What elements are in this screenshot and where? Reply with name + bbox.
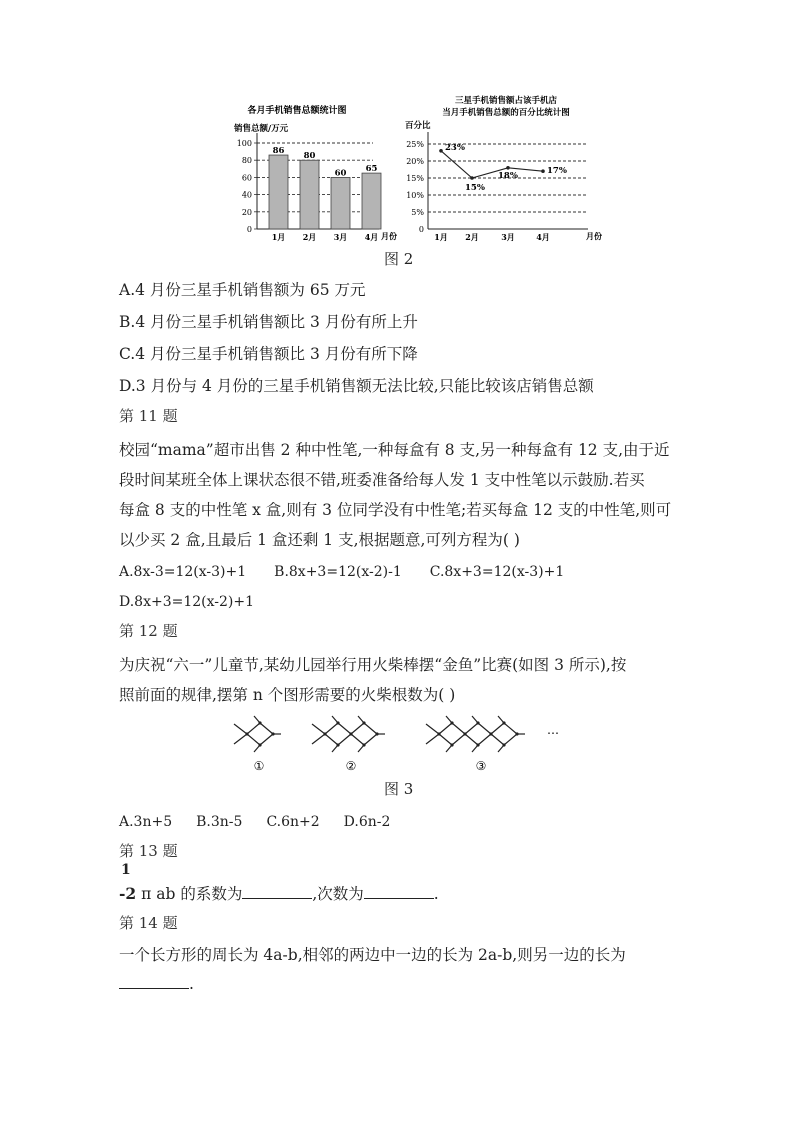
line-point-4月 <box>541 169 545 173</box>
goldfish-figure-1 <box>234 716 281 752</box>
bar-ytick-label: 20 <box>241 207 252 217</box>
q14-line-1: 一个长方形的周长为 4a-b,相邻的两边中一边的长为 2a-b,则另一边的长为 <box>119 946 626 964</box>
matchstick <box>260 723 273 734</box>
bar-xtick-label: 3月 <box>333 232 348 242</box>
q13-text-3: . <box>433 885 439 903</box>
q11-line-4: 以少买 2 盒,且最后 1 盒还剩 1 支,根据题意,可列方程为( ) <box>119 531 520 549</box>
bar-ytick-label: 60 <box>241 173 252 183</box>
line-point-1月 <box>439 149 443 153</box>
line-value-label: 18% <box>498 170 518 181</box>
bar-value-label: 65 <box>365 164 378 175</box>
q10-option-d: D.3 月份与 4 月份的三星手机销售额无法比较,只能比较该店销售总额 <box>119 377 594 395</box>
matchstick-head <box>502 721 505 724</box>
bar-2月 <box>300 160 319 229</box>
line-point-2月 <box>470 176 474 180</box>
matchstick <box>426 734 439 744</box>
figure-label-2: ② <box>345 759 357 773</box>
matchstick-head <box>362 721 365 724</box>
bar-xtick-label: 4月 <box>364 232 379 242</box>
matchstick <box>465 723 478 734</box>
matchstick <box>504 723 517 734</box>
q14-line-2 <box>119 974 194 994</box>
line-chart <box>398 92 602 248</box>
matchstick <box>491 734 504 745</box>
matchstick <box>426 724 439 734</box>
line-value-label: 17% <box>547 166 567 177</box>
matchstick-head <box>476 721 479 724</box>
bar-1月 <box>269 155 288 229</box>
q14-blank[interactable] <box>119 974 189 989</box>
q10-option-a: A.4 月份三星手机销售额为 65 万元 <box>119 281 366 299</box>
q12-option-d: D.6n-2 <box>343 814 391 830</box>
goldfish-figure-3 <box>426 716 525 752</box>
q11-options-row <box>119 562 564 582</box>
matchstick-head <box>258 743 261 746</box>
q11-option-b: B.8x+3=12(x-2)-1 <box>274 564 402 580</box>
matchstick <box>260 734 273 745</box>
matchstick <box>491 723 504 734</box>
line-series-path <box>441 151 543 178</box>
q13-text-2: ,次数为 <box>312 885 364 903</box>
bar-chart-xlabel: 月份 <box>381 231 397 241</box>
matchstick-head <box>450 743 453 746</box>
matchstick-head <box>476 743 479 746</box>
bar-value-label: 80 <box>303 151 316 162</box>
fraction-numerator: 1 <box>121 862 131 878</box>
matchstick <box>325 734 338 745</box>
matchstick <box>351 723 364 734</box>
line-xtick-label: 4月 <box>536 232 550 242</box>
figure-2-caption: 图 2 <box>384 250 414 268</box>
q12-line-2: 照前面的规律,摆第 n 个图形需要的火柴根数为( ) <box>119 686 456 704</box>
matchstick <box>452 734 465 745</box>
q11-option-c: C.8x+3=12(x-3)+1 <box>429 564 565 580</box>
matchstick-head <box>258 721 261 724</box>
q11-line-1: 校园“mama”超市出售 2 种中性笔,一种每盒有 8 支,另一种每盒有 12 支,由于近 <box>119 441 670 459</box>
q12-option-b: B.3n-5 <box>196 814 243 830</box>
matchstick <box>504 734 517 745</box>
bar-chart <box>225 98 405 248</box>
line-ytick-label: 0 <box>418 225 424 234</box>
line-xtick-label: 1月 <box>434 232 448 242</box>
matchstick-head <box>362 743 365 746</box>
figure-3-caption: 图 3 <box>384 780 414 798</box>
figure-label-1: ① <box>253 759 265 773</box>
q12-line-1: 为庆祝“六一”儿童节,某幼儿园举行用火柴棒摆“金鱼”比赛(如图 3 所示),按 <box>119 656 627 674</box>
q10-option-b: B.4 月份三星手机销售额比 3 月份有所上升 <box>119 313 418 331</box>
matchstick <box>478 734 491 745</box>
q11-line-3: 每盒 8 支的中性笔 x 盒,则有 3 位同学没有中性笔;若买每盒 12 支的中性笔,则可 <box>119 501 672 519</box>
q13-blank-1[interactable] <box>242 884 312 899</box>
line-xtick-label: 3月 <box>501 232 515 242</box>
q12-option-a: A.3n+5 <box>119 814 173 830</box>
bar-ytick-label: 80 <box>241 156 252 166</box>
q12-options-row <box>119 812 390 832</box>
goldfish-figure-2 <box>312 716 385 752</box>
matchstick-head <box>336 721 339 724</box>
line-point-3月 <box>506 166 510 170</box>
matchstick <box>338 723 351 734</box>
q12-option-c: C.6n+2 <box>266 814 320 830</box>
matchstick-head <box>502 743 505 746</box>
bar-xtick-label: 1月 <box>271 232 286 242</box>
matchstick <box>325 723 338 734</box>
matchstick <box>478 723 491 734</box>
matchstick <box>364 734 377 745</box>
line-value-label: 23% <box>445 142 465 153</box>
bar-chart-ylabel: 销售总额/万元 <box>234 124 289 134</box>
q13-blank-2[interactable] <box>364 884 434 899</box>
matchstick <box>234 724 247 734</box>
bar-value-label: 60 <box>334 168 347 179</box>
bar-ytick-label: 0 <box>246 225 252 234</box>
bar-3月 <box>331 177 350 229</box>
line-ytick-label: 25% <box>406 140 424 149</box>
matchstick <box>247 734 260 745</box>
matchstick-head <box>450 721 453 724</box>
bar-value-label: 86 <box>272 146 285 157</box>
fraction-denominator: -2 <box>119 884 137 903</box>
bar-ytick-label: 40 <box>241 190 252 200</box>
line-xtick-label: 2月 <box>465 232 479 242</box>
matchstick-goldfish-figure <box>230 708 570 774</box>
line-ytick-label: 10% <box>406 191 424 200</box>
line-chart-xlabel: 月份 <box>586 231 602 241</box>
q11-option-a: A.8x-3=12(x-3)+1 <box>119 564 247 580</box>
bar-chart-title: 各月手机销售总额统计图 <box>247 106 347 116</box>
figure-label-3: ③ <box>475 759 487 773</box>
matchstick <box>312 724 325 734</box>
q11-heading: 第 11 题 <box>119 407 178 425</box>
line-chart-title-1: 三星手机销售额占该手机店 <box>454 96 558 106</box>
matchstick <box>351 734 364 745</box>
line-chart-title-2: 当月手机销售总额的百分比统计图 <box>442 108 570 118</box>
matchstick <box>465 734 478 745</box>
line-ytick-label: 15% <box>406 174 424 183</box>
q11-line-2: 段时间某班全体上课状态很不错,班委准备给每人发 1 支中性笔以示鼓励.若买 <box>119 471 645 489</box>
q11-option-d: D.8x+3=12(x-2)+1 <box>119 594 255 610</box>
line-ytick-label: 5% <box>411 208 424 217</box>
matchstick <box>439 734 452 745</box>
matchstick <box>247 723 260 734</box>
bar-4月 <box>362 173 381 229</box>
matchstick <box>338 734 351 745</box>
q14-heading: 第 14 题 <box>119 914 178 932</box>
figure-ellipsis: … <box>547 723 559 737</box>
q10-option-c: C.4 月份三星手机销售额比 3 月份有所下降 <box>119 345 418 363</box>
q13-text-1: π ab 的系数为 <box>136 885 243 903</box>
q12-heading: 第 12 题 <box>119 622 178 640</box>
matchstick <box>234 734 247 744</box>
matchstick <box>312 734 325 744</box>
matchstick <box>452 723 465 734</box>
matchstick <box>439 723 452 734</box>
q14-line-2-end: . <box>189 975 194 993</box>
matchstick-head <box>336 743 339 746</box>
q13-heading: 第 13 题 <box>119 842 178 860</box>
bar-xtick-label: 2月 <box>302 232 317 242</box>
line-chart-ylabel: 百分比 <box>405 121 431 131</box>
matchstick <box>364 723 377 734</box>
line-ytick-label: 20% <box>406 157 424 166</box>
bar-ytick-label: 100 <box>236 139 252 148</box>
line-value-label: 15% <box>465 183 485 193</box>
q13-question <box>119 884 439 904</box>
